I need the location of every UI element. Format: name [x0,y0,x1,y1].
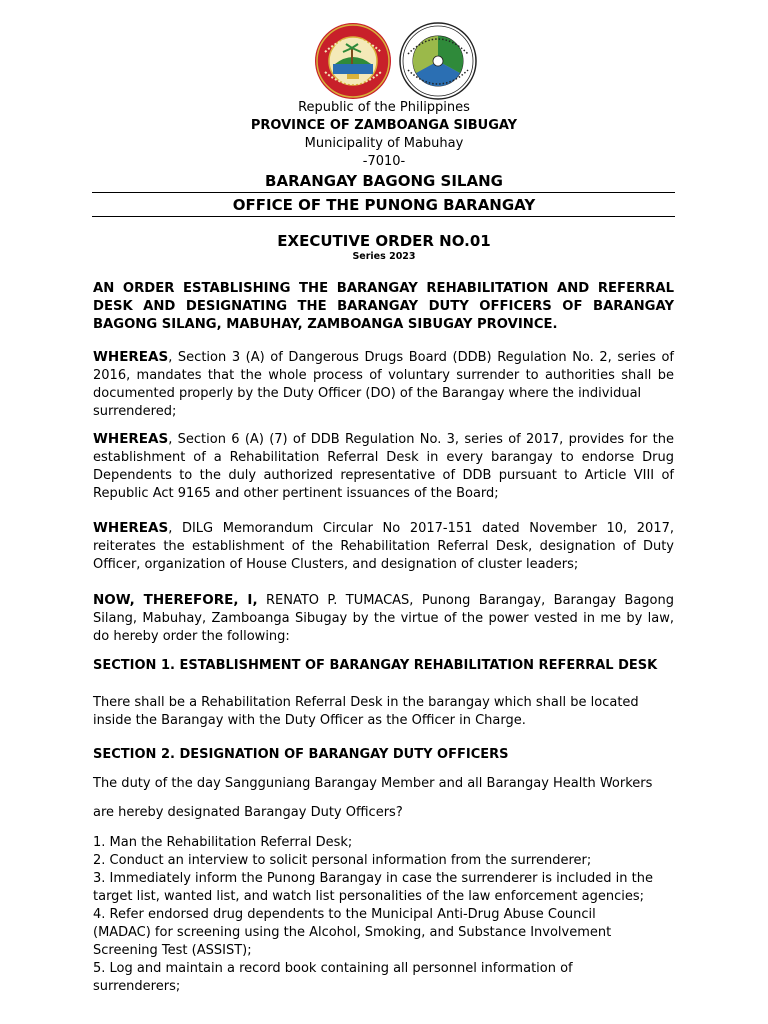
duty-item: (MADAC) for screening using the Alcohol, Smoking, and Substance Involvement [93,925,612,940]
now-therefore-text: RENATO P. TUMACAS, Punong Barangay, Barangay Bagong Silang, Mabuhay, Zamboanga Sibugay by the virtue of the power vested in me by law, do hereby order the following: [93,593,674,644]
section-2-paragraph-2: are hereby designated Barangay Duty Officers? [93,805,403,820]
whereas-1-tail: surrendered; [93,404,177,419]
section-2-heading: SECTION 2. DESIGNATION OF BARANGAY DUTY OFFICERS [93,747,509,762]
republic-line: Republic of the Philippines [298,100,470,115]
section-1-line: There shall be a Rehabilitation Referral Desk in the barangay which shall be located [93,695,639,710]
section-2-paragraph-1: The duty of the day Sangguniang Barangay Member and all Barangay Health Workers [93,776,653,791]
whereas-1-text: , Section 3 (A) of Dangerous Drugs Board (DDB) Regulation No. 2, series of 2016, mandates that the whole process of voluntary surrender to authorities shall be documented properly by the Duty Officer (DO) of the Barangay where the individual [93,350,674,401]
duty-item: 3. Immediately inform the Punong Barangay in case the surrenderer is included in the [93,871,653,886]
section-1-body [93,694,674,730]
duty-item: Screening Test (ASSIST); [93,943,252,958]
section-1-heading: SECTION 1. ESTABLISHMENT OF BARANGAY REHABILITATION REFERRAL DESK [93,658,658,673]
whereas-label: WHEREAS [93,431,169,447]
municipal-seal-logo [313,22,393,100]
municipality-line: Municipality of Mabuhay [304,136,464,151]
duty-item: target list, wanted list, and watch list personalities of the law enforcement agencies; [93,889,645,904]
duty-item: surrenderers; [93,979,181,994]
order-title: AN ORDER ESTABLISHING THE BARANGAY REHABILITATION AND REFERRAL DESK AND DESIGNATING THE BARANGAY DUTY OFFICERS OF BARANGAY BAGONG SILANG, MABUHAY, ZAMBOANGA SIBUGAY PROVINCE. [93,281,674,332]
divider-top [92,192,675,193]
now-therefore-clause [93,591,674,646]
duty-item: 4. Refer endorsed drug dependents to the Municipal Anti-Drug Abuse Council [93,907,596,922]
barangay-seal-logo [398,22,478,100]
whereas-label: WHEREAS [93,520,169,536]
whereas-clause-1 [93,348,674,421]
whereas-2-text: , Section 6 (A) (7) of DDB Regulation No. 3, series of 2017, provides for the establishment of a Rehabilitation Referral Desk in every barangay to endorse Drug Dependents to the duly authorized representative of DDB pursuant to Article VIII of Republic Act 9165 and other pertinent issuances of the Board; [93,432,674,501]
whereas-clause-3 [93,519,674,574]
seals [313,22,479,100]
duty-item: 1. Man the Rehabilitation Referral Desk; [93,835,353,850]
now-therefore-label: NOW, THEREFORE, I, [93,592,258,608]
whereas-3-text: , DILG Memorandum Circular No 2017-151 dated November 10, 2017, reiterates the establishment of the Rehabilitation Referral Desk, designation of Duty Officer, organization of House Clusters, and designation of cluster leaders; [93,521,674,572]
divider-bottom [92,216,675,217]
office-name: OFFICE OF THE PUNONG BARANGAY [232,196,536,214]
province-line: PROVINCE OF ZAMBOANGA SIBUGAY [250,118,518,133]
duties-list [93,834,674,996]
zip-code: -7010- [362,154,406,169]
barangay-name: BARANGAY BAGONG SILANG [265,172,503,190]
whereas-label: WHEREAS [93,349,169,365]
duty-item: 5. Log and maintain a record book containing all personnel information of [93,961,573,976]
duty-item: 2. Conduct an interview to solicit personal information from the surrenderer; [93,853,592,868]
executive-order-title: EXECUTIVE ORDER NO.01 [277,232,491,250]
section-1-line: inside the Barangay with the Duty Officer as the Officer in Charge. [93,713,526,728]
whereas-clause-2 [93,430,674,503]
executive-order-series: Series 2023 [352,251,416,262]
